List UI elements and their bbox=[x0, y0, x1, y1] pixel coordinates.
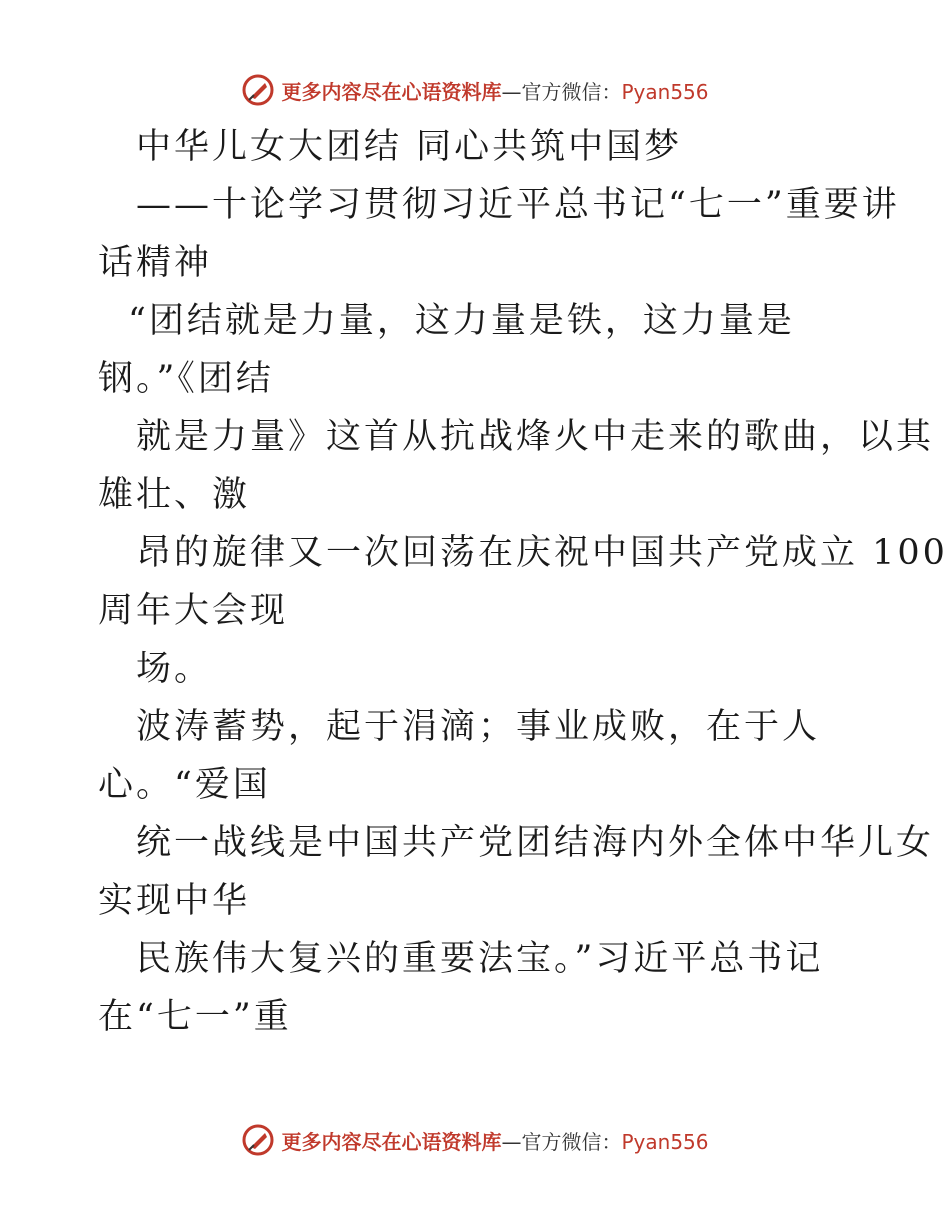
header-wechat-id: Pyan556 bbox=[621, 79, 709, 104]
paragraph-line: 民族伟大复兴的重要法宝。”习近平总书记 bbox=[136, 939, 824, 979]
paragraph-line: 场。 bbox=[136, 649, 213, 689]
footer-slogan: 更多内容尽在心语资料库 bbox=[281, 1129, 502, 1154]
footer-banner-text bbox=[281, 1126, 708, 1155]
header-banner bbox=[0, 70, 950, 110]
header-dash: — bbox=[501, 79, 522, 104]
document-body bbox=[98, 118, 948, 1046]
paragraph-line: 昂的旋律又一次回荡在庆祝中国共产党成立 100 bbox=[136, 533, 948, 573]
paragraph-line: 心。“爱国 bbox=[98, 765, 271, 805]
document-subtitle-cont: 话精神 bbox=[98, 243, 213, 283]
paragraph-line: “团结就是力量，这力量是铁，这力量是 bbox=[128, 301, 795, 341]
paragraph-line: 周年大会现 bbox=[98, 591, 289, 631]
header-wechat-label: 官方微信： bbox=[521, 79, 622, 104]
document-subtitle: ——十论学习贯彻习近平总书记“七一”重要讲 bbox=[136, 185, 900, 225]
paragraph-line: 波涛蓄势，起于涓滴；事业成败，在于人 bbox=[136, 707, 821, 747]
quill-pen-logo-icon bbox=[241, 1123, 275, 1157]
header-slogan: 更多内容尽在心语资料库 bbox=[281, 79, 502, 104]
footer-wechat-id: Pyan556 bbox=[621, 1129, 709, 1154]
footer-banner bbox=[0, 1120, 950, 1160]
paragraph-line: 在“七一”重 bbox=[98, 997, 292, 1037]
paragraph-line: 就是力量》这首从抗战烽火中走来的歌曲，以其 bbox=[136, 417, 935, 457]
quill-pen-logo-icon bbox=[241, 73, 275, 107]
paragraph-line: 雄壮、激 bbox=[98, 475, 251, 515]
paragraph-line: 实现中华 bbox=[98, 881, 251, 921]
paragraph-line: 钢。”《团结 bbox=[98, 359, 274, 399]
paragraph-line: 统一战线是中国共产党团结海内外全体中华儿女 bbox=[136, 823, 935, 863]
header-banner-text bbox=[281, 76, 708, 105]
document-title: 中华儿女大团结 同心共筑中国梦 bbox=[136, 127, 683, 167]
footer-wechat-label: 官方微信： bbox=[521, 1129, 622, 1154]
footer-dash: — bbox=[501, 1129, 522, 1154]
